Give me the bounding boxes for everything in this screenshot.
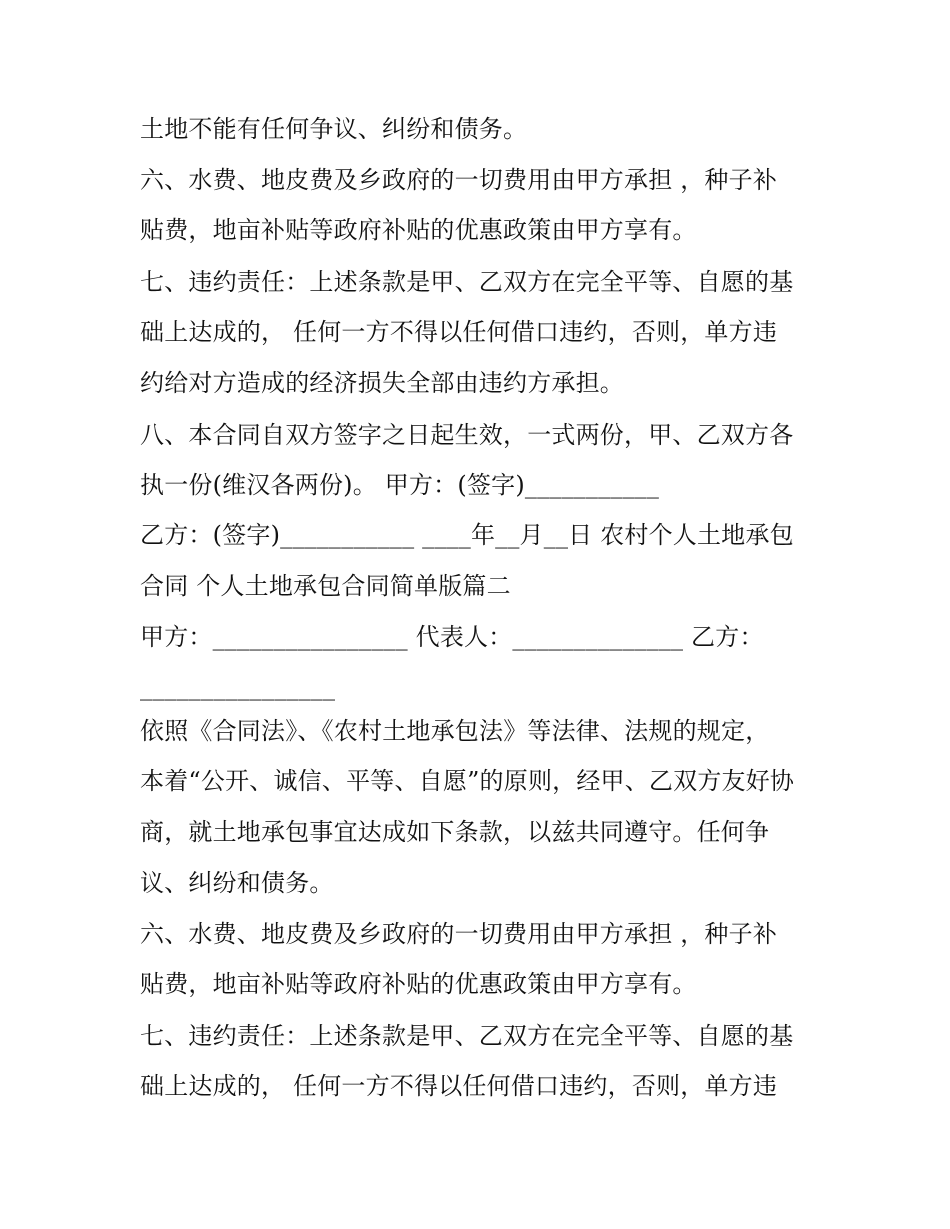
text-line: 础上达成的， 任何一方不得以任何借口违约，否则，单方违 — [140, 1072, 778, 1100]
text-line: 七、违约责任：上述条款是甲、乙双方在完全平等、自愿的基 — [140, 268, 794, 296]
text-line: 议、纠纷和债务。 — [140, 869, 334, 897]
text-line: 依照《合同法》、《农村土地承包法》等法律、法规的规定， — [140, 717, 770, 745]
text-line: 土地不能有任何争议、纠纷和债务。 — [140, 115, 528, 143]
text-line: 商，就土地承包事宜达成如下条款，以兹共同遵守。任何争 — [140, 818, 770, 846]
text-line: 合同 个人土地承包合同简单版篇二 — [140, 572, 511, 600]
text-line: 本着“公开、诚信、平等、自愿”的原则，经甲、乙双方友好协 — [140, 767, 795, 795]
text-line: ________________ — [140, 673, 336, 701]
text-line: 甲方：________________ 代表人：______________ 乙方： — [140, 623, 764, 651]
text-line: 贴费，地亩补贴等政府补贴的优惠政策由甲方享有。 — [140, 970, 697, 998]
text-line: 乙方：(签字)___________ ____年__月__日 农村个人土地承包 — [140, 521, 794, 549]
text-line: 执一份(维汉各两份)。 甲方：(签字)___________ — [140, 471, 660, 499]
text-line: 七、违约责任：上述条款是甲、乙双方在完全平等、自愿的基 — [140, 1022, 794, 1050]
text-line: 础上达成的， 任何一方不得以任何借口违约，否则，单方违 — [140, 318, 778, 346]
text-line: 八、本合同自双方签字之日起生效，一式两份，甲、乙双方各 — [140, 421, 794, 449]
text-line: 六、水费、地皮费及乡政府的一切费用由甲方承担 ，种子补 — [140, 920, 778, 948]
text-line: 贴费，地亩补贴等政府补贴的优惠政策由甲方享有。 — [140, 216, 697, 244]
text-line: 约给对方造成的经济损失全部由违约方承担。 — [140, 369, 624, 397]
text-line: 六、水费、地皮费及乡政府的一切费用由甲方承担 ，种子补 — [140, 166, 778, 194]
